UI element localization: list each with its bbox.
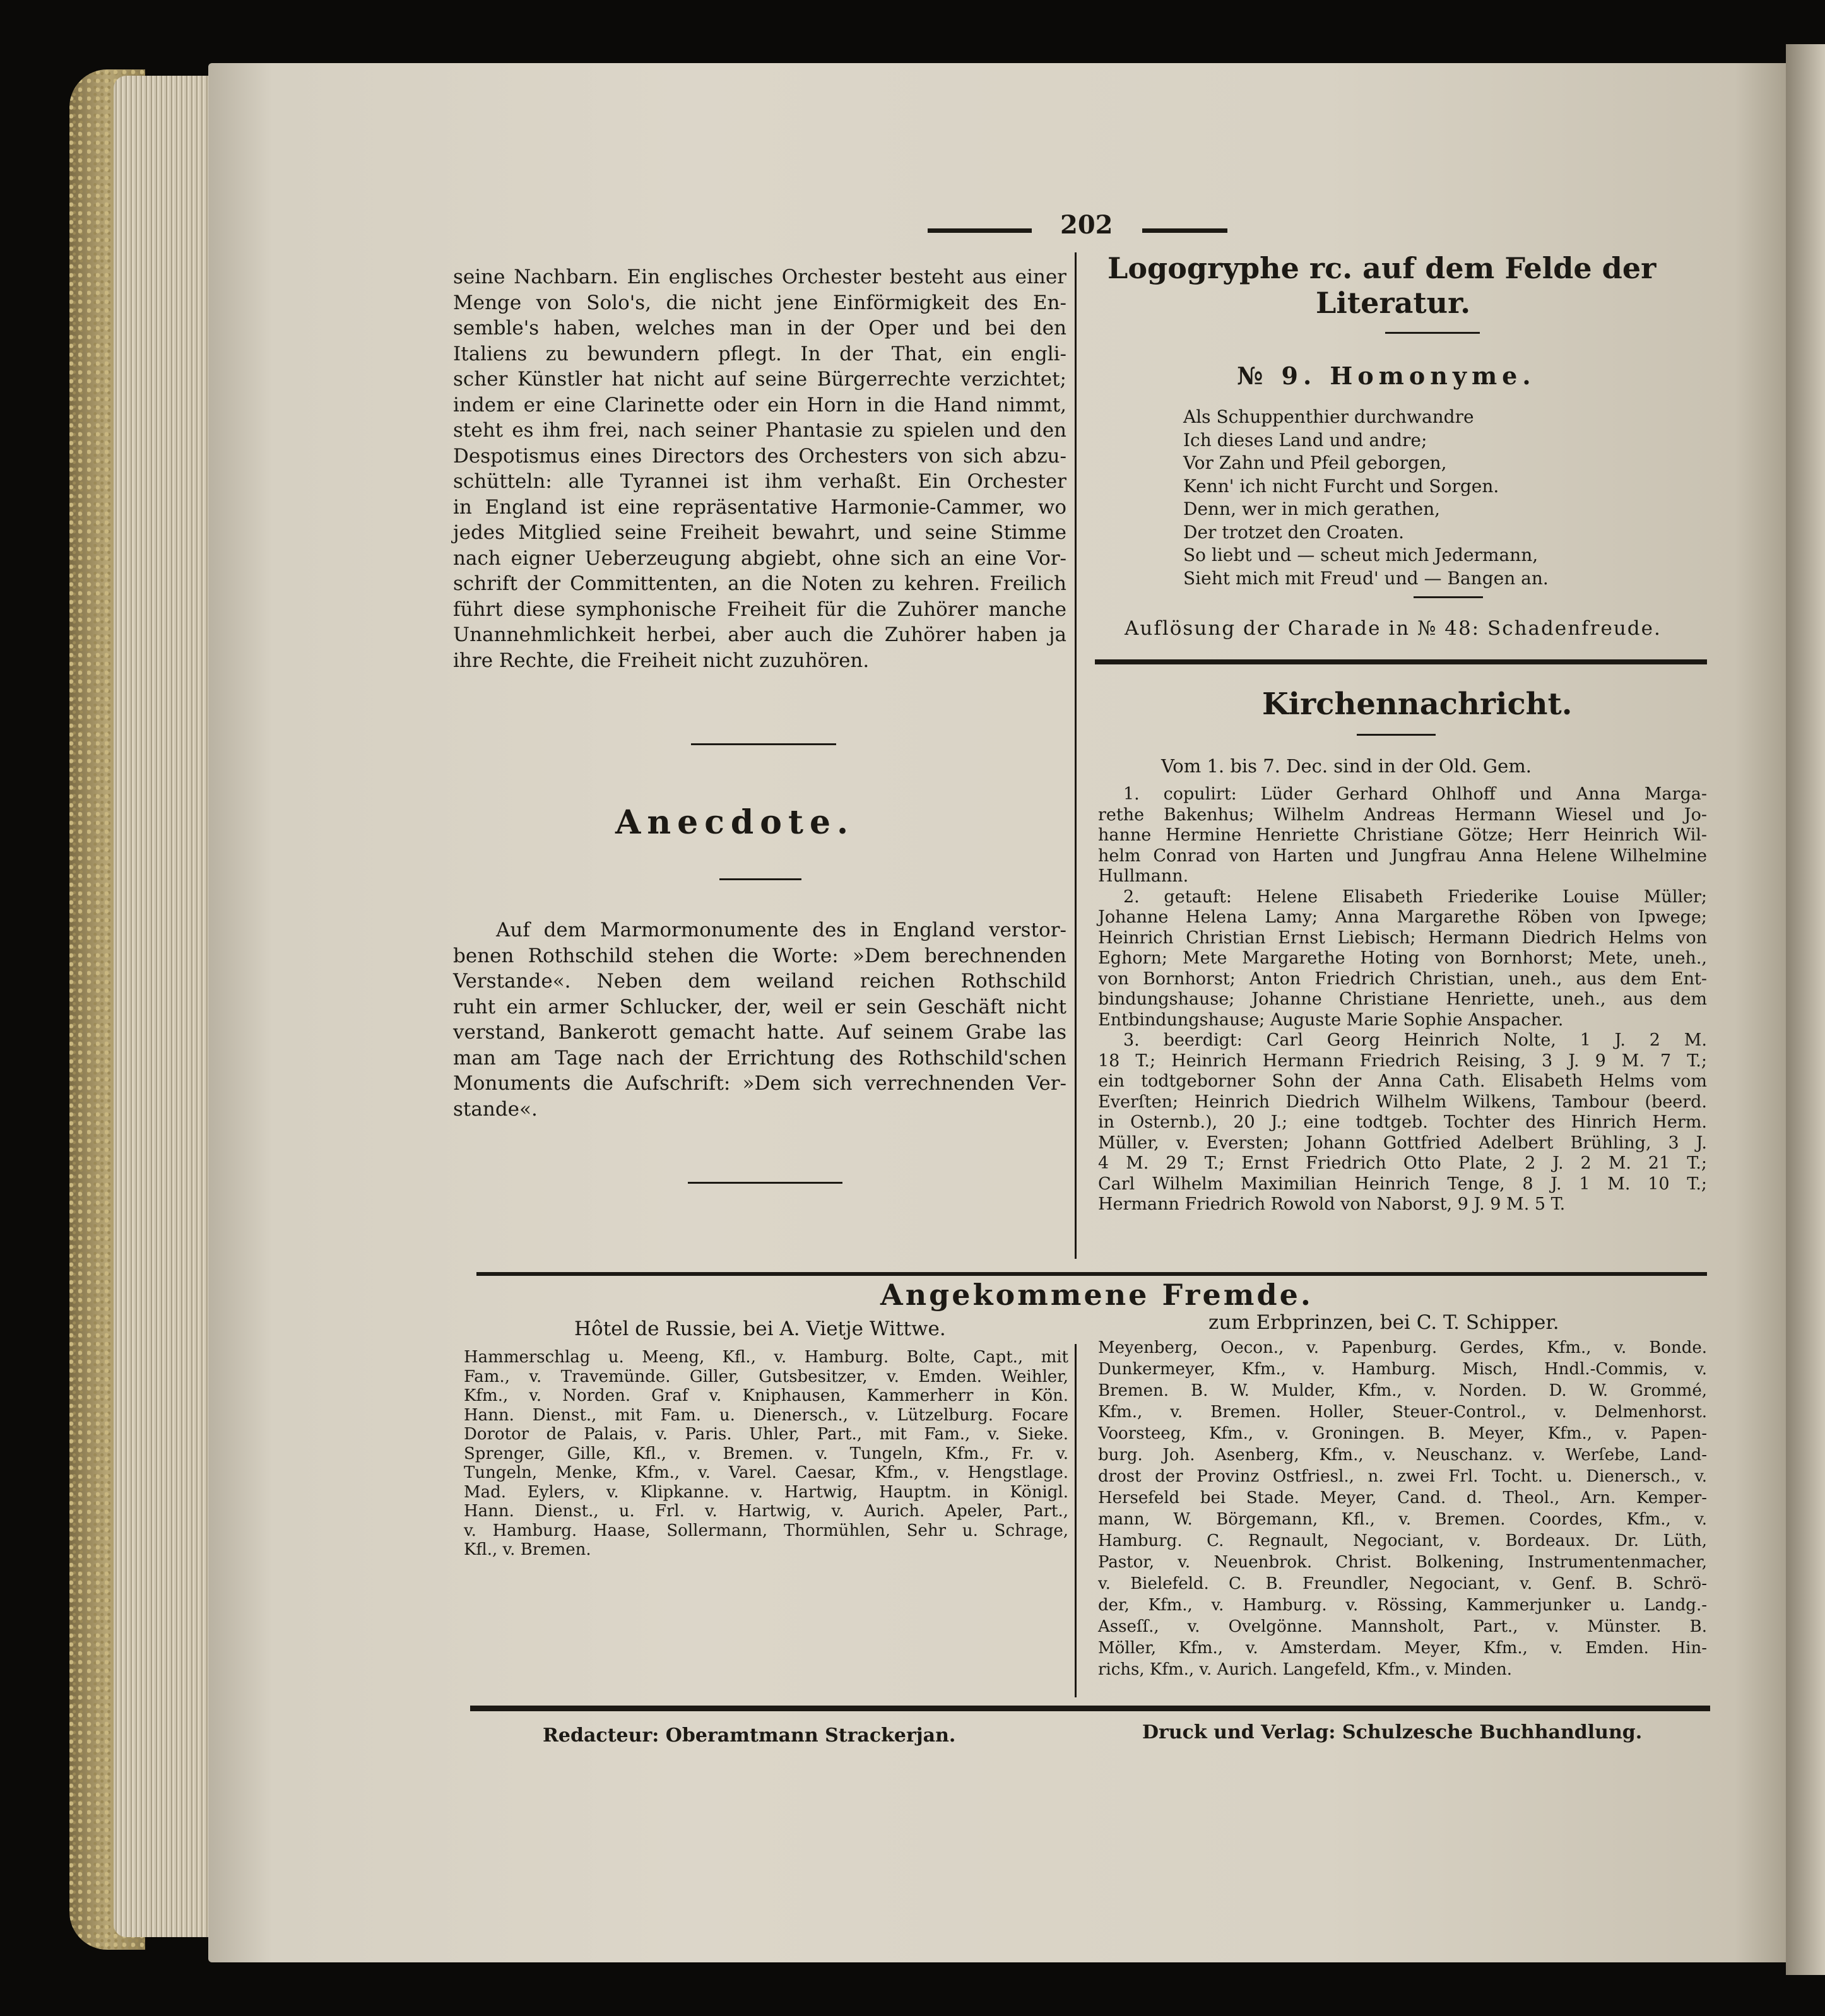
church-line: Johanne Helena Lamy; Anna Margarethe Röben von Ipwege; — [1098, 907, 1707, 927]
anecdote-line: man am Tage nach der Errichtung des Rothschild'schen — [453, 1046, 1066, 1070]
anecdote-line: Monuments die Aufschrift: »Dem sich verrechnenden Ver- — [453, 1072, 1066, 1095]
stranger-entry-line: Pastor, v. Neuenbrok. Christ. Bolkening, Instrumentenmacher, — [1098, 1553, 1707, 1572]
article-line: seine Nachbarn. Ein englisches Orchester besteht aus einer — [453, 266, 1066, 288]
stranger-entry-line: Kfm., v. Norden. Graf v. Kniphausen, Kammerherr in Kön. — [464, 1386, 1068, 1405]
strangers-top-rule — [476, 1272, 1707, 1276]
church-line: Entbindungshause; Auguste Marie Sophie Anspacher. — [1098, 1010, 1564, 1030]
poem-line: Denn, wer in mich gerathen, — [1183, 498, 1441, 519]
article-line: jedes Mitglied seine Freiheit bewahrt, und seine Stimme — [453, 521, 1066, 544]
church-line: 4 M. 29 T.; Ernst Friedrich Otto Plate, 2 J. 2 M. 21 T.; — [1098, 1153, 1707, 1173]
anecdote-line: verstand, Bankerott gemacht hatte. Auf seinem Grabe las — [453, 1021, 1066, 1044]
homonyme-heading: № 9. Homonyme. — [1237, 362, 1536, 390]
church-line: 1. copulirt: Lüder Gerhard Ohlhoff und Anna Marga- — [1123, 784, 1707, 804]
church-line: ein todtgeborner Sohn der Anna Cath. Elisabeth Helms vom — [1098, 1071, 1707, 1091]
church-line: Carl Wilhelm Maximilian Heinrich Tenge, 8 J. 1 M. 10 T.; — [1098, 1174, 1707, 1194]
stranger-entry-line: Hann. Dienst., mit Fam. u. Dienersch., v. Lützelburg. Focare — [464, 1405, 1068, 1425]
stranger-entry-line: v. Hamburg. Haase, Sollermann, Thormühlen, Sehr u. Schrage, — [464, 1521, 1068, 1540]
strangers-right-heading: zum Erbprinzen, bei C. T. Schipper. — [1208, 1311, 1559, 1334]
article-line: Menge von Solo's, die nicht jene Einförmigkeit des En- — [453, 291, 1066, 314]
strangers-divider — [1075, 1344, 1077, 1697]
article-line: schütteln: alle Tyrannei ist ihm verhaßt. Ein Orchester — [453, 470, 1066, 493]
stranger-entry-line: Sprenger, Gille, Kfl., v. Bremen. v. Tungeln, Kfm., Fr. v. — [464, 1444, 1068, 1463]
solution-line: Auflösung der Charade in № 48: Schadenfreude. — [1125, 617, 1662, 640]
column-divider — [1075, 252, 1077, 1259]
anecdote-line: Verstande«. Neben dem weiland reichen Rothschild — [453, 970, 1066, 993]
church-line: Everſten; Heinrich Diedrich Wilhelm Wilkens, Tambour (beerd. — [1098, 1092, 1707, 1112]
stranger-entry-line: v. Bielefeld. C. B. Freundler, Negociant, v. Genf. B. Schrö- — [1098, 1574, 1707, 1593]
stranger-entry-line: Hann. Dienst., u. Frl. v. Hartwig, v. Aurich. Apeler, Part., — [464, 1502, 1068, 1521]
right-separator-3 — [1357, 734, 1436, 736]
article-line: in England ist eine repräsentative Harmonie-Cammer, wo — [453, 495, 1066, 519]
church-line: 18 T.; Heinrich Hermann Friedrich Reising, 3 J. 9 M. 7 T.; — [1098, 1051, 1707, 1071]
next-page-edge — [1786, 44, 1825, 1975]
logogryph-title-2: Literatur. — [1316, 286, 1471, 320]
article-line: semble's haben, welches man in der Oper und bei den — [453, 317, 1066, 339]
stranger-entry-line: Kfl., v. Bremen. — [464, 1540, 591, 1559]
page-number: 202 — [1060, 210, 1113, 240]
article-line: scher Künstler hat nicht auf seine Bürgerrechte verzichtet; — [453, 368, 1066, 391]
stranger-entry-line: Hamburg. C. Regnault, Negociant, v. Bordeaux. Dr. Lüth, — [1098, 1531, 1707, 1550]
poem-line: Ich dieses Land und andre; — [1183, 429, 1427, 451]
article-line: Unannehmlichkeit herbei, aber auch die Zuhörer haben ja — [453, 623, 1066, 646]
church-line: 3. beerdigt: Carl Georg Heinrich Nolte, 1 J. 2 M. — [1123, 1030, 1707, 1050]
church-line: rethe Bakenhus; Wilhelm Andreas Hermann Wiesel und Jo- — [1098, 805, 1707, 825]
stranger-entry-line: Meyenberg, Oecon., v. Papenburg. Gerdes, Kfm., v. Bonde. — [1098, 1338, 1707, 1357]
poem-line: Kenn' ich nicht Furcht und Sorgen. — [1183, 475, 1499, 497]
stranger-entry-line: Fam., v. Travemünde. Giller, Gutsbesitzer, v. Emden. Weihler, — [464, 1367, 1068, 1386]
editor-line: Redacteur: Oberamtmann Strackerjan. — [543, 1724, 956, 1747]
anecdote-title: Anecdote. — [615, 803, 855, 842]
church-line: in Osternb.), 20 J.; eine todtgeb. Tochter des Hinrich Herm. — [1098, 1112, 1707, 1132]
strangers-left-heading: Hôtel de Russie, bei A. Vietje Wittwe. — [574, 1317, 946, 1340]
stranger-entry-line: Voorsteeg, Kfm., v. Groningen. B. Meyer, Kfm., v. Papen- — [1098, 1424, 1707, 1443]
church-line: 2. getauft: Helene Elisabeth Friederike Louise Müller; — [1123, 887, 1707, 907]
header-rule-left — [928, 228, 1032, 233]
anecdote-line: ruht ein armer Schlucker, der, weil er sein Geschäft nicht — [453, 995, 1066, 1018]
church-title: Kirchennachricht. — [1262, 687, 1573, 722]
stranger-entry-line: Asseſſ., v. Ovelgönne. Mannsholt, Part., v. Münster. B. — [1098, 1617, 1707, 1636]
stranger-entry-line: drost der Provinz Ostfriesl., n. zwei Frl. Tocht. u. Dienersch., v. — [1098, 1467, 1707, 1486]
anecdote-line: Auf dem Marmormonumente des in England verstor- — [496, 919, 1066, 941]
right-separator-1 — [1385, 332, 1480, 334]
article-line: Italiens zu bewundern pflegt. In der That, ein engli- — [453, 342, 1066, 365]
stranger-entry-line: richs, Kfm., v. Aurich. Langefeld, Kfm., v. Minden. — [1098, 1660, 1513, 1679]
anecdote-line: benen Rothschild stehen die Worte: »Dem berechnenden — [453, 944, 1066, 967]
stranger-entry-line: Hersefeld bei Stade. Meyer, Cand. d. Theol., Arn. Kemper- — [1098, 1488, 1707, 1507]
article-line: schrift der Committenten, an die Noten zu kehren. Freilich — [453, 572, 1066, 595]
left-separator-1 — [691, 743, 836, 745]
church-line: hanne Hermine Henriette Christiane Götze; Herr Heinrich Wil- — [1098, 825, 1707, 845]
stranger-entry-line: Kfm., v. Bremen. Holler, Steuer-Control., v. Delmenhorst. — [1098, 1403, 1707, 1422]
article-line: Despotismus eines Directors des Orchesters von sich abzu- — [453, 444, 1066, 468]
header-rule-right — [1142, 228, 1227, 233]
footer-rule — [470, 1706, 1710, 1711]
church-line: Heinrich Christian Ernst Liebisch; Hermann Diedrich Helms von — [1098, 928, 1707, 948]
stranger-entry-line: Dorotor de Palais, v. Paris. Uhler, Part., mit Fam., v. Sieke. — [464, 1425, 1068, 1444]
article-line: ihre Rechte, die Freiheit nicht zuzuhören. — [453, 649, 870, 672]
church-line: Müller, v. Eversten; Johann Gottfried Adelbert Brühling, 3 J. — [1098, 1133, 1707, 1153]
strangers-title: Angekommene Fremde. — [880, 1278, 1313, 1312]
church-line: Hullmann. — [1098, 866, 1189, 886]
poem-line: Vor Zahn und Pfeil geborgen, — [1183, 452, 1447, 473]
stranger-entry-line: Dunkermeyer, Kfm., v. Hamburg. Misch, Hndl.-Commis, v. — [1098, 1360, 1707, 1379]
church-line: bindungshause; Johanne Christiane Henriette, uneh., aus dem — [1098, 989, 1707, 1009]
stranger-entry-line: mann, W. Börgemann, Kfl., v. Bremen. Coordes, Kfm., v. — [1098, 1510, 1707, 1529]
poem-line: Der trotzet den Croaten. — [1183, 521, 1405, 543]
stranger-entry-line: Bremen. B. W. Mulder, Kfm., v. Norden. D. W. Grommé, — [1098, 1381, 1707, 1400]
church-line: helm Conrad von Harten und Jungfrau Anna Helene Wilhelmine — [1098, 846, 1707, 866]
right-separator-2 — [1414, 596, 1483, 598]
church-line: Hermann Friedrich Rowold von Naborst, 9 J. 9 M. 5 T. — [1098, 1194, 1566, 1214]
right-thick-rule — [1095, 659, 1707, 664]
anecdote-line: stande«. — [453, 1097, 538, 1121]
stranger-entry-line: der, Kfm., v. Hamburg. v. Rössing, Kammerjunker u. Landg.- — [1098, 1596, 1707, 1615]
stranger-entry-line: burg. Joh. Asenberg, Kfm., v. Neuschanz. v. Werſebe, Land- — [1098, 1446, 1707, 1465]
stranger-entry-line: Mad. Eylers, v. Klipkanne. v. Hartwig, Hauptm. in Königl. — [464, 1482, 1068, 1502]
church-line: Eghorn; Mete Margarethe Hoting von Bornhorst; Mete, uneh., — [1098, 948, 1707, 968]
article-line: führt diese symphonische Freiheit für die Zuhörer manche — [453, 598, 1066, 621]
logogryph-title: Logogryphe rc. auf dem Felde der — [1107, 251, 1657, 285]
poem-line: Als Schuppenthier durchwandre — [1183, 406, 1474, 427]
stranger-entry-line: Hammerschlag u. Meeng, Kfl., v. Hamburg. Bolte, Capt., mit — [464, 1348, 1068, 1367]
left-separator-3 — [688, 1182, 842, 1184]
article-line: indem er eine Clarinette oder ein Horn in die Hand nimmt, — [453, 393, 1066, 416]
church-subtitle: Vom 1. bis 7. Dec. sind in der Old. Gem. — [1161, 755, 1532, 777]
article-line: steht es ihm frei, nach seiner Phantasie zu spielen und den — [453, 419, 1066, 442]
poem-line: Sieht mich mit Freud' und — Bangen an. — [1183, 567, 1549, 589]
article-line: nach eigner Ueberzeugung abgiebt, ohne sich an eine Vor- — [453, 546, 1066, 570]
left-separator-2 — [719, 878, 801, 880]
printer-line: Druck und Verlag: Schulzesche Buchhandlung. — [1142, 1721, 1643, 1743]
stranger-entry-line: Tungeln, Menke, Kfm., v. Varel. Caesar, Kfm., v. Hengstlage. — [464, 1463, 1068, 1482]
stranger-entry-line: Möller, Kfm., v. Amsterdam. Meyer, Kfm., v. Emden. Hin- — [1098, 1639, 1707, 1658]
poem-line: So liebt und — scheut mich Jedermann, — [1183, 545, 1539, 565]
church-line: von Bornhorst; Anton Friedrich Christian, uneh., aus dem Ent- — [1098, 969, 1707, 989]
